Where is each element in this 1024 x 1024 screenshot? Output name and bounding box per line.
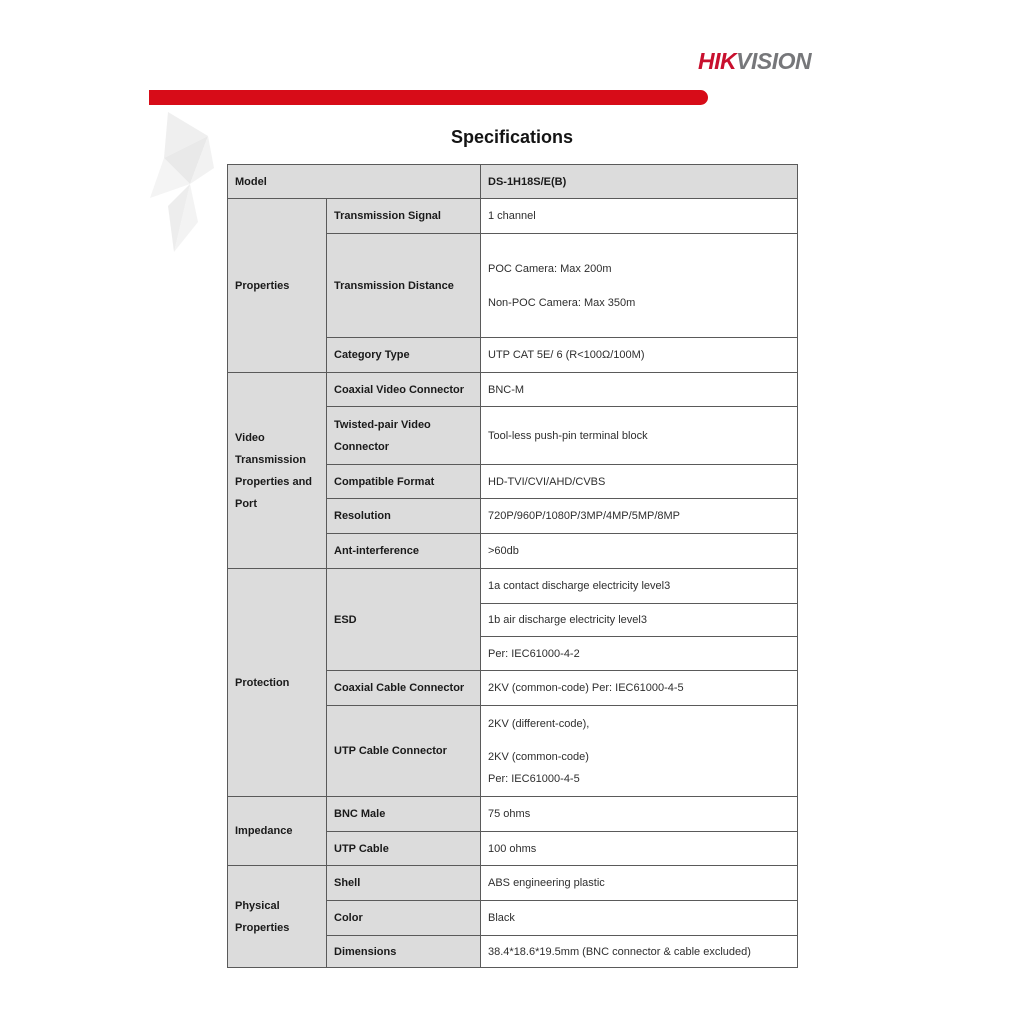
table-row bbox=[228, 165, 798, 199]
table-row bbox=[228, 373, 798, 407]
red-accent-bar bbox=[149, 90, 708, 105]
property-value: POC Camera: Max 200m Non-POC Camera: Max 350m bbox=[481, 234, 798, 338]
property-value: UTP CAT 5E/ 6 (R<100Ω/100M) bbox=[481, 338, 798, 373]
hikvision-logo bbox=[698, 48, 811, 75]
table-row bbox=[228, 797, 798, 832]
property-value: ABS engineering plastic bbox=[481, 866, 798, 901]
logo-vision-text: VISION bbox=[736, 48, 812, 74]
property-value: HD-TVI/CVI/AHD/CVBS bbox=[481, 465, 798, 499]
property-value: 2KV (different-code), 2KV (common-code) Per: IEC61000-4-5 bbox=[481, 706, 798, 797]
property-value: >60db bbox=[481, 534, 798, 569]
page-title: Specifications bbox=[450, 127, 574, 147]
watermark-arrow-graphic bbox=[140, 106, 230, 256]
model-value: DS-1H18S/E(B) bbox=[481, 165, 798, 199]
table-row bbox=[228, 866, 798, 901]
property-value: 75 ohms bbox=[481, 797, 798, 832]
category-cell-video-transmission: Video Transmission Properties and Port bbox=[228, 373, 327, 569]
property-label: Twisted-pair Video Connector bbox=[327, 407, 481, 465]
property-value: 2KV (common-code) Per: IEC61000-4-5 bbox=[481, 671, 798, 706]
property-label: Ant-interference bbox=[327, 534, 481, 569]
category-cell-protection: Protection bbox=[228, 569, 327, 797]
property-label: Transmission Signal bbox=[327, 199, 481, 234]
property-value: 1b air discharge electricity level3 bbox=[481, 604, 798, 637]
property-value: Black bbox=[481, 901, 798, 936]
category-cell-properties: Properties bbox=[228, 199, 327, 373]
model-label: Model bbox=[228, 165, 481, 199]
property-label: BNC Male bbox=[327, 797, 481, 832]
property-label: Coaxial Video Connector bbox=[327, 373, 481, 407]
property-label: Dimensions bbox=[327, 936, 481, 968]
property-label: Shell bbox=[327, 866, 481, 901]
property-value: 38.4*18.6*19.5mm (BNC connector & cable excluded) bbox=[481, 936, 798, 968]
property-label: Category Type bbox=[327, 338, 481, 373]
property-value: 1 channel bbox=[481, 199, 798, 234]
property-value: 720P/960P/1080P/3MP/4MP/5MP/8MP bbox=[481, 499, 798, 534]
property-label: UTP Cable Connector bbox=[327, 706, 481, 797]
specifications-table bbox=[227, 164, 798, 968]
table-row bbox=[228, 569, 798, 604]
logo-hik-text: HIK bbox=[698, 48, 737, 74]
property-label: ESD bbox=[327, 569, 481, 671]
property-value: 1a contact discharge electricity level3 bbox=[481, 569, 798, 604]
property-label: Coaxial Cable Connector bbox=[327, 671, 481, 706]
category-cell-physical-properties: Physical Properties bbox=[228, 866, 327, 968]
property-label: Transmission Distance bbox=[327, 234, 481, 338]
property-label: UTP Cable bbox=[327, 832, 481, 866]
property-label: Compatible Format bbox=[327, 465, 481, 499]
property-value: Tool-less push-pin terminal block bbox=[481, 407, 798, 465]
category-cell-impedance: Impedance bbox=[228, 797, 327, 866]
property-value: BNC-M bbox=[481, 373, 798, 407]
table-row bbox=[228, 199, 798, 234]
property-value: 100 ohms bbox=[481, 832, 798, 866]
property-label: Resolution bbox=[327, 499, 481, 534]
property-value: Per: IEC61000-4-2 bbox=[481, 637, 798, 671]
property-label: Color bbox=[327, 901, 481, 936]
